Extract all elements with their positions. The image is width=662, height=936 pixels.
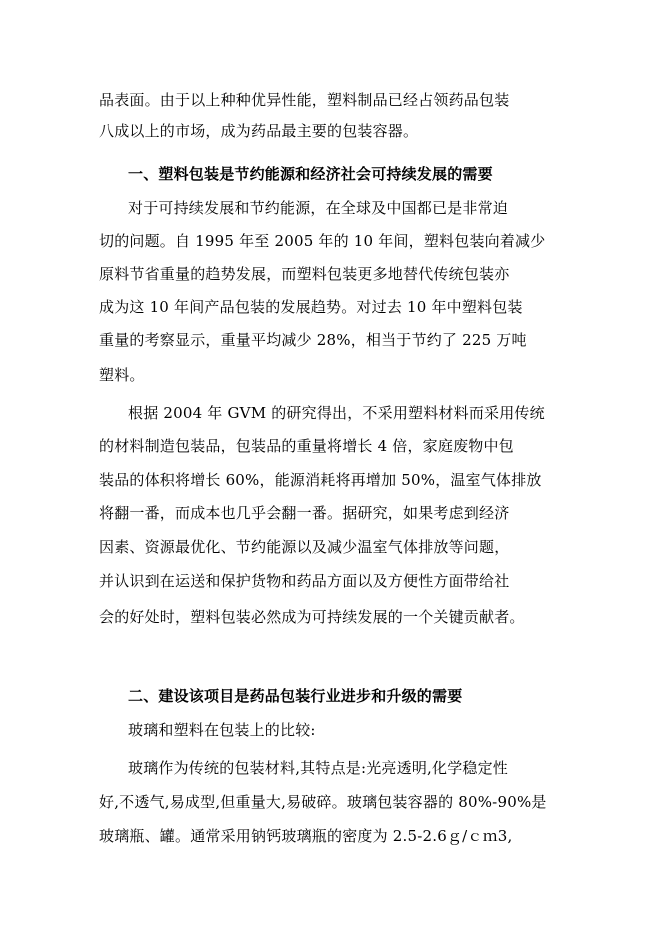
paragraph-line: 重量的考察显示，重量平均减少 28%，相当于节约了 225 万吨	[99, 331, 527, 349]
paragraph-line: 会的好处时，塑料包装必然成为可持续发展的一个关键贡献者。	[99, 608, 525, 626]
paragraph-line: 根据 2004 年 GVM 的研究得出，不采用塑料材料而采用传统	[128, 404, 545, 422]
section-heading: 一、塑料包装是节约能源和经济社会可持续发展的需要	[128, 165, 493, 183]
paragraph-line: 好,不透气,易成型,但重量大,易破碎。玻璃包装容器的 80%-90%是	[99, 793, 547, 811]
paragraph-line: 玻璃作为传统的包装材料,其特点是:光亮透明,化学稳定性	[128, 759, 508, 777]
section-heading: 二、建设该项目是药品包装行业进步和升级的需要	[128, 687, 463, 705]
paragraph-line: 原料节省重量的趋势发展，而塑料包装更多地替代传统包装亦	[99, 265, 510, 283]
paragraph-line: 装品的体积将增长 60%，能源消耗将再增加 50%，温室气体排放	[99, 471, 542, 489]
paragraph-line: 将翻一番，而成本也几乎会翻一番。据研究，如果考虑到经济	[99, 504, 510, 522]
paragraph-line: 的材料制造包装品，包装品的重量将增长 4 倍，家庭废物中包	[99, 437, 514, 455]
paragraph-line: 切的问题。自 1995 年至 2005 年的 10 年间，塑料包装向着减少	[99, 232, 546, 250]
paragraph-line: 玻璃瓶、罐。通常采用钠钙玻璃瓶的密度为 2.5-2.6ｇ/ｃｍ3,	[99, 827, 513, 845]
paragraph-line: 塑料。	[99, 366, 145, 384]
paragraph-line: 并认识到在运送和保护货物和药品方面以及方便性方面带给社	[99, 572, 510, 590]
paragraph-line: 成为这 10 年间产品包装的发展趋势。对过去 10 年中塑料包装	[99, 298, 523, 316]
paragraph-line: 对于可持续发展和节约能源，在全球及中国都已是非常迫	[128, 199, 509, 217]
intro-line: 品表面。由于以上种种优异性能，塑料制品已经占领药品包装	[99, 91, 510, 109]
intro-line: 八成以上的市场，成为药品最主要的包装容器。	[99, 122, 419, 140]
paragraph-line: 因素、资源最优化、节约能源以及减少温室气体排放等问题，	[99, 538, 510, 556]
paragraph-line: 玻璃和塑料在包装上的比较:	[128, 721, 316, 739]
